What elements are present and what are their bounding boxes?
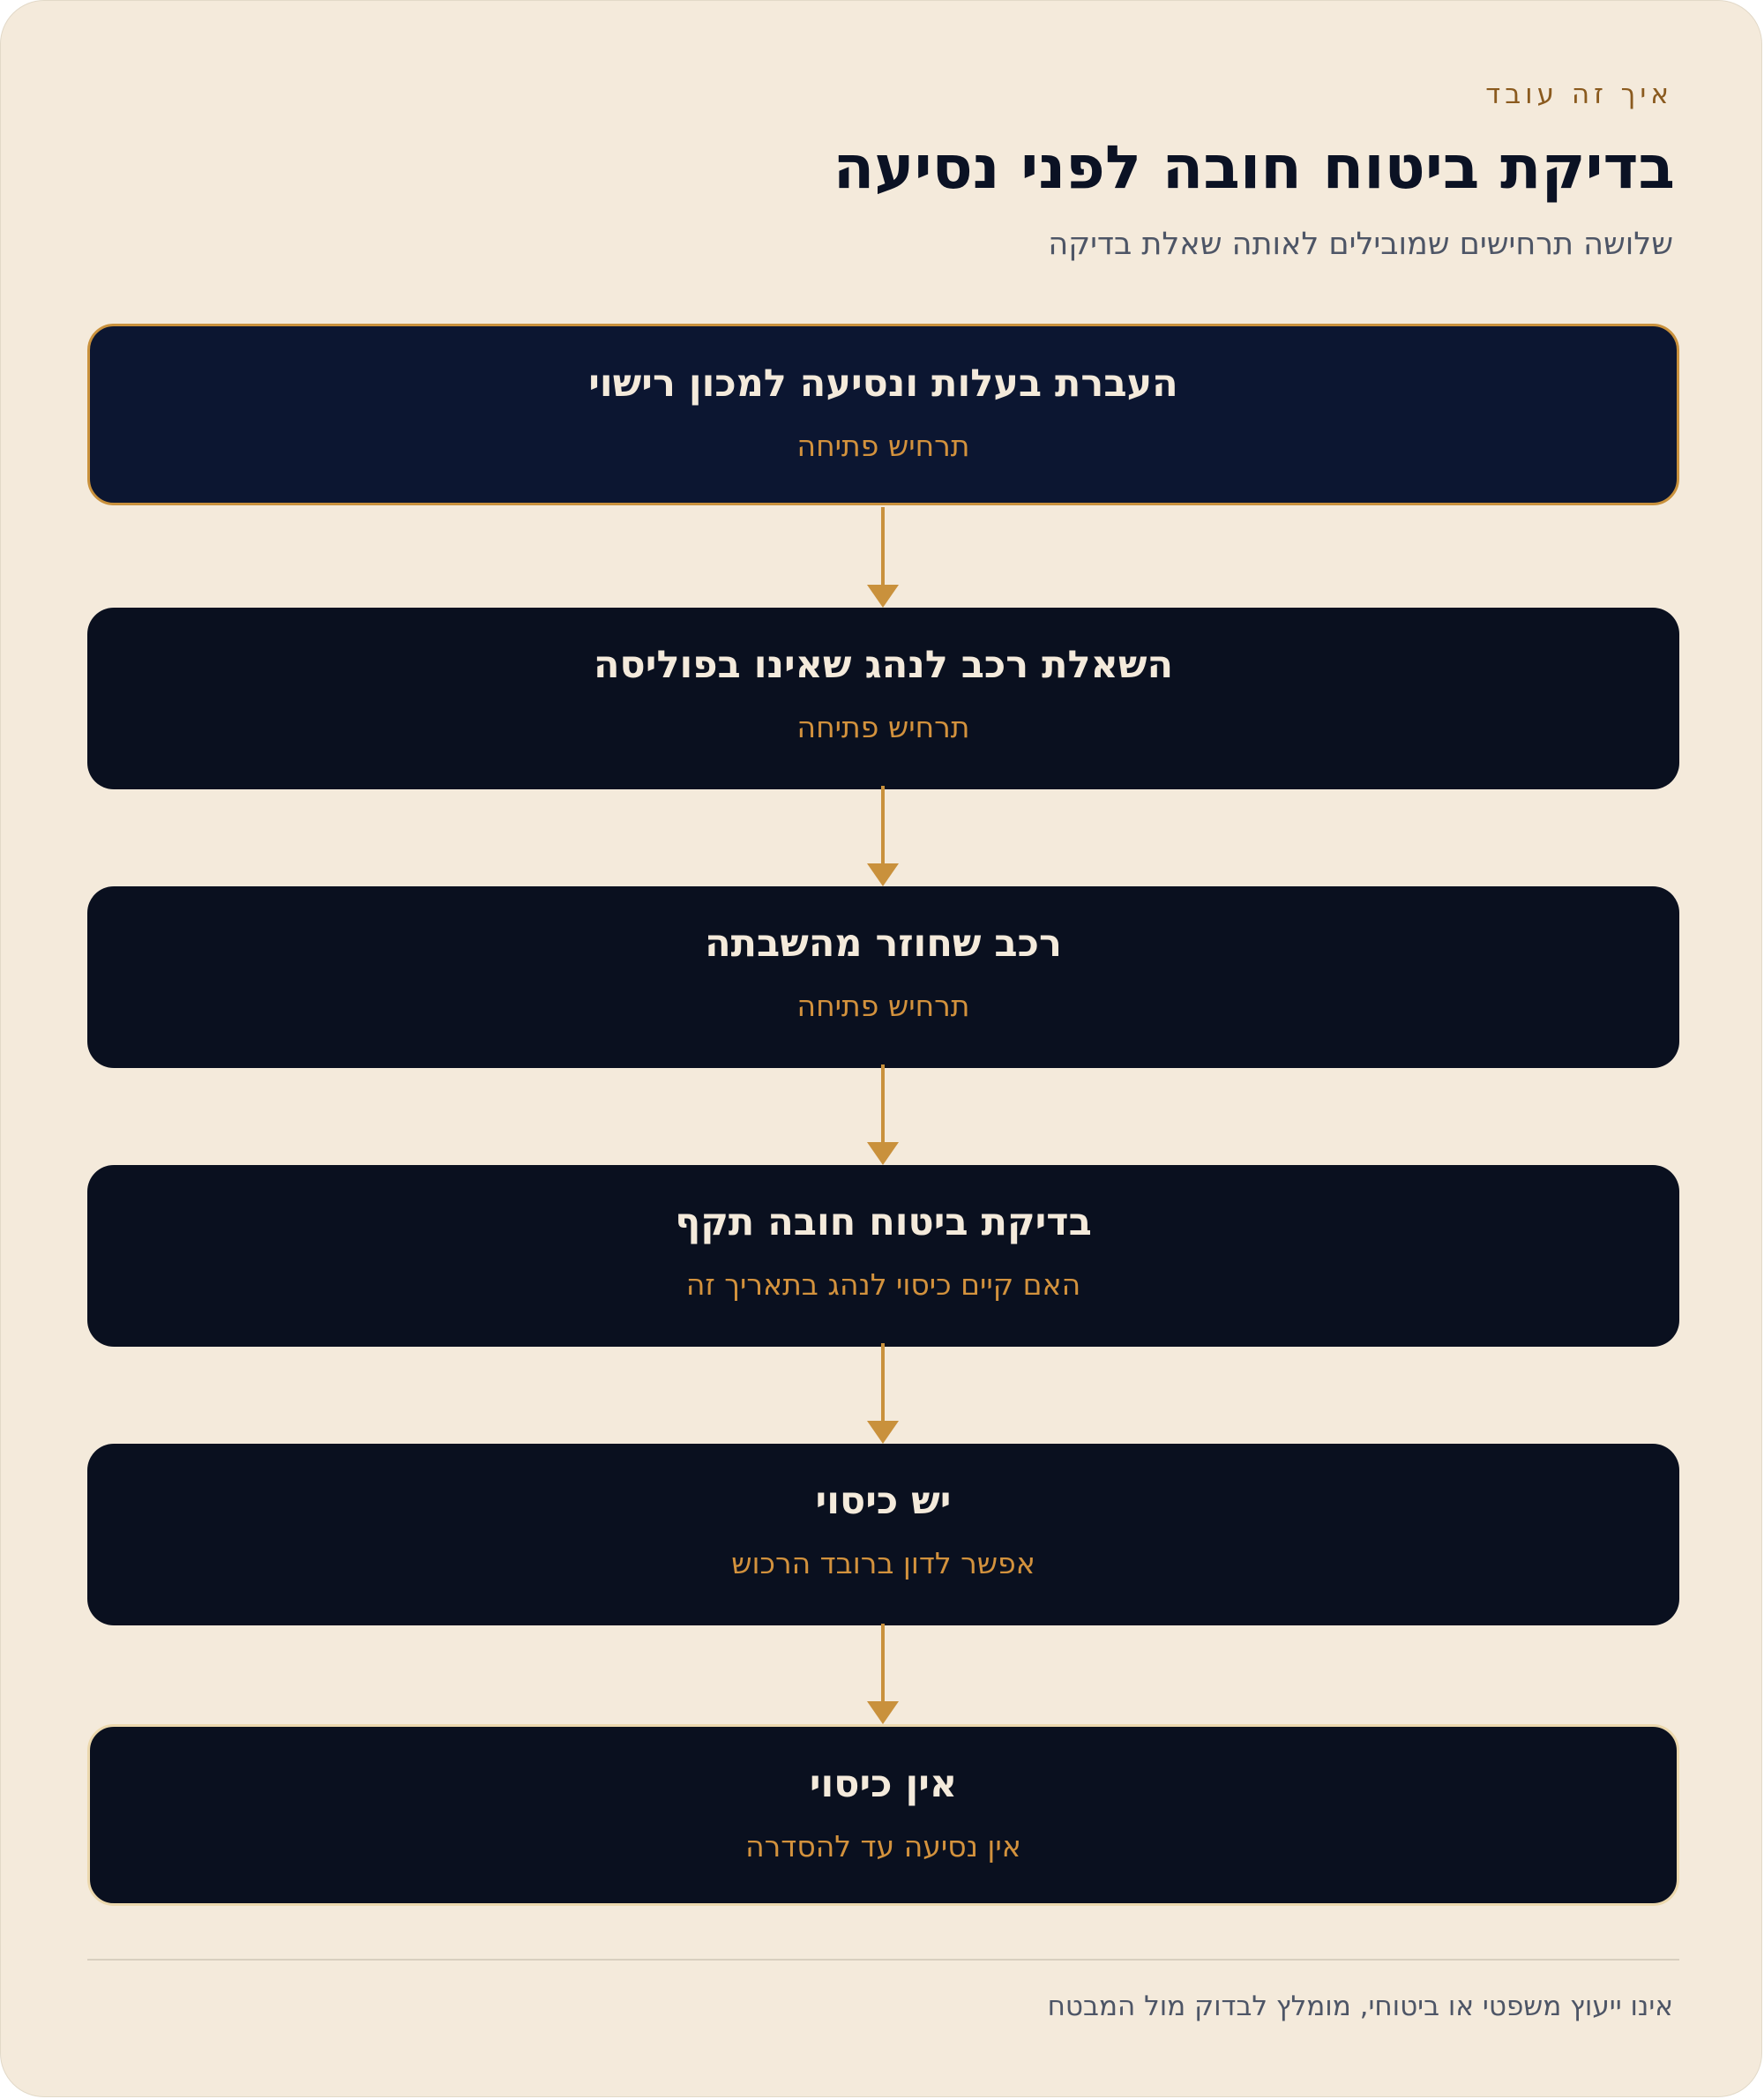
step-title: העברת בעלות ונסיעה למכון רישוי <box>588 362 1178 406</box>
arrow-down-icon <box>867 863 899 886</box>
arrow-down-icon <box>867 1142 899 1165</box>
flow-arrow <box>878 1343 887 1444</box>
flow-step-vehicle-reactivation <box>87 886 1679 1068</box>
arrow-down-icon <box>867 1701 899 1724</box>
arrow-down-icon <box>867 585 899 608</box>
flow-step-no-coverage <box>87 1724 1679 1906</box>
step-subtitle: תרחיש פתיחה <box>796 429 970 463</box>
step-title: רכב שחוזר מהשבתה <box>705 922 1062 966</box>
step-title: השאלת רכב לנהג שאינו בפוליסה <box>594 643 1173 687</box>
page-subtitle: שלושה תרחישים שמובילים לאותה שאלת בדיקה <box>1048 227 1673 262</box>
flow-step-has-coverage <box>87 1444 1679 1625</box>
eyebrow-label: איך זה עובד <box>1485 78 1673 110</box>
flow-arrow <box>878 1624 887 1724</box>
flow-step-ownership-transfer <box>87 324 1679 505</box>
step-subtitle: אפשר לדון ברובד הרכוש <box>731 1546 1035 1580</box>
page-title: בדיקת ביטוח חובה לפני נסיעה <box>833 133 1675 203</box>
flow-step-lend-vehicle <box>87 608 1679 789</box>
flow-step-insurance-check <box>87 1165 1679 1347</box>
step-title: בדיקת ביטוח חובה תקף <box>675 1200 1092 1244</box>
step-subtitle: תרחיש פתיחה <box>796 710 970 744</box>
flow-arrow <box>878 786 887 886</box>
step-title: אין כיסוי <box>809 1762 958 1806</box>
arrow-down-icon <box>867 1421 899 1444</box>
step-title: יש כיסוי <box>815 1479 952 1523</box>
step-subtitle: תרחיש פתיחה <box>796 989 970 1023</box>
footer-divider <box>87 1959 1679 1961</box>
disclaimer-note: אינו ייעוץ משפטי או ביטוחי, מומלץ לבדוק מול המבטח <box>1047 1991 1673 2022</box>
flow-arrow <box>878 1064 887 1165</box>
step-subtitle: אין נסיעה עד להסדרה <box>745 1829 1021 1864</box>
step-subtitle: האם קיים כיסוי לנהג בתאריך זה <box>685 1267 1081 1302</box>
flow-arrow <box>878 507 887 608</box>
